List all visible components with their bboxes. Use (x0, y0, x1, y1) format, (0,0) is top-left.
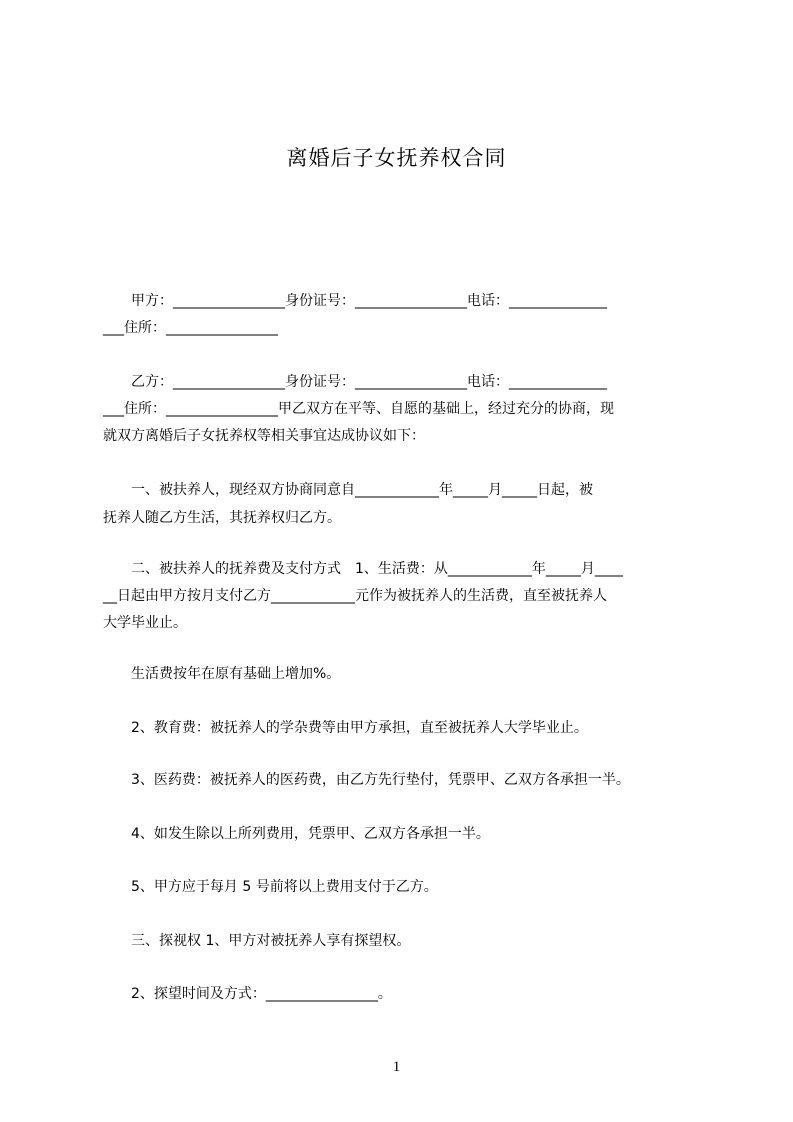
visitation-method: 2、探望时间及方式：________________。 (103, 986, 392, 1002)
clause-2-line-2: __日起由甲方按月支付乙方____________元作为被抚养人的生活费，直至被抚养人 (103, 588, 607, 604)
party-b-address: ___住所：________________甲乙双方在平等、自愿的基础上，经过充分的协商，现 (103, 401, 614, 417)
other-fees: 4、如发生除以上所列费用，凭票甲、乙双方各承担一半。 (103, 826, 490, 842)
party-a-address: ___住所：________________ (103, 320, 278, 336)
document-title: 离婚后子女抚养权合同 (286, 146, 507, 170)
clause-2-line-1: 二、被扶养人的抚养费及支付方式 1、生活费：从____________年_____月____ (103, 561, 623, 577)
page-number: 1 (392, 1059, 401, 1075)
medical-fee: 3、医药费：被抚养人的医药费，由乙方先行垫付，凭票甲、乙双方各承担一半。 (103, 772, 630, 788)
party-a-line: 甲方：________________身份证号：________________电话：______________ (103, 293, 607, 309)
clause-1-line-1: 一、被扶养人，现经双方协商同意自____________年_____月_____日起，被 (103, 482, 593, 498)
party-b-line: 乙方：________________身份证号：________________电话：______________ (103, 374, 607, 390)
education-fee: 2、教育费：被抚养人的学杂费等由甲方承担，直至被抚养人大学毕业止。 (103, 720, 588, 736)
living-expense-note: 生活费按年在原有基础上增加%。 (103, 666, 341, 682)
clause-1-line-2: 抚养人随乙方生活，其抚养权归乙方。 (103, 510, 341, 526)
payment-date: 5、甲方应于每月 5 号前将以上费用支付于乙方。 (103, 879, 438, 895)
clause-2-line-3: 大学毕业止。 (103, 615, 187, 631)
visitation-right: 三、探视权 1、甲方对被抚养人享有探望权。 (103, 933, 411, 949)
preamble-end: 就双方离婚后子女抚养权等相关事宜达成协议如下： (103, 428, 425, 444)
